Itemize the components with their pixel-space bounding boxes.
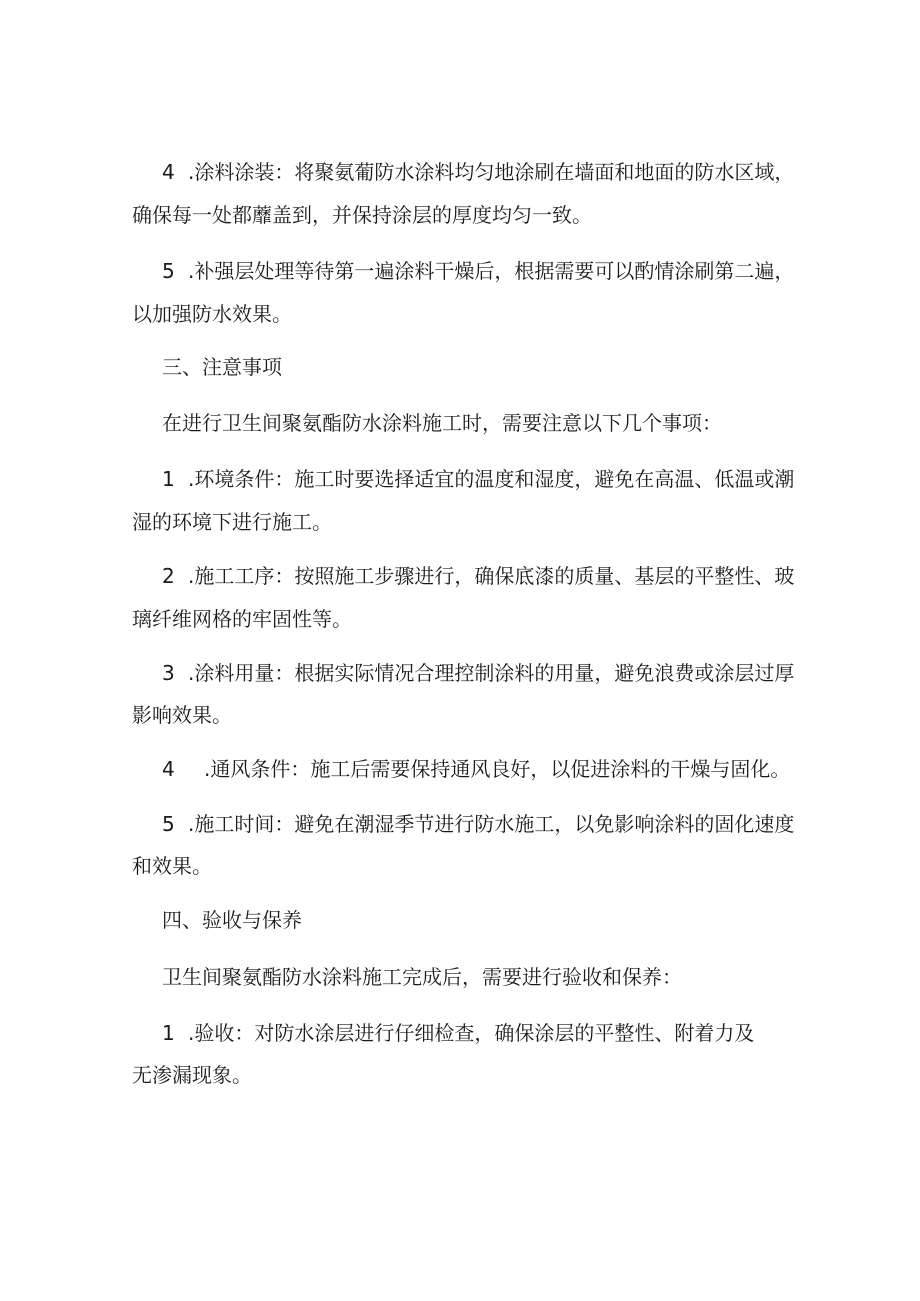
list-item-reinforcement-line-2: 以加强防水效果。: [132, 302, 292, 326]
list-item-ventilation: 4 .通风条件：施工后需要保持通风良好，以促进涂料的干燥与固化。: [162, 757, 791, 781]
list-item-inspection-line-2: 无渗漏现象。: [132, 1063, 252, 1087]
list-item-procedure-line-2: 璃纤维网格的牢固性等。: [132, 607, 352, 631]
list-item-reinforcement-line-1: 5 .补强层处理等待第一遍涂料干燥后，根据需要可以酌情涂刷第二遍，: [162, 259, 795, 283]
list-item-number: 3: [162, 661, 175, 685]
list-item-coating-line-1: 4 .涂料涂装：将聚氨葡防水涂料均匀地涂刷在墙面和地面的防水区域，: [162, 160, 795, 184]
paragraph-notes-intro: 在进行卫生间聚氨酯防水涂料施工时，需要注意以下几个事项：: [162, 411, 722, 435]
list-item-inspection-line-1: 1 .验收：对防水涂层进行仔细检查，确保涂层的平整性、附着力及: [162, 1021, 755, 1045]
list-item-environment-line-1: 1 .环境条件：施工时要选择适宜的温度和湿度，避免在高温、低温或潮: [162, 467, 795, 491]
list-item-number: 4: [162, 160, 175, 184]
section-heading-acceptance: 四、验收与保养: [162, 908, 302, 932]
list-item-timing-line-2: 和效果。: [132, 854, 212, 878]
list-item-procedure-line-1: 2 .施工工序：按照施工步骤进行，确保底漆的质量、基层的平整性、玻: [162, 564, 795, 588]
list-item-environment-line-2: 湿的环境下进行施工。: [132, 510, 332, 534]
list-item-timing-line-1: 5 .施工时间：避免在潮湿季节进行防水施工，以免影响涂料的固化速度: [162, 812, 795, 836]
list-item-coating-line-2: 确保每一处都蘼盖到，并保持涂层的厚度均匀一致。: [132, 203, 592, 227]
paragraph-acceptance-intro: 卫生间聚氨酯防水涂料施工完成后，需要进行验收和保养：: [162, 965, 682, 989]
list-item-number: 5: [162, 259, 175, 283]
section-heading-notes: 三、注意事项: [162, 355, 282, 379]
list-item-dosage-line-1: 3 .涂料用量：根据实际情况合理控制涂料的用量，避免浪费或涂层过厚: [162, 661, 795, 685]
list-item-number: 2: [162, 564, 175, 588]
list-item-number: 5: [162, 812, 175, 836]
list-item-dosage-line-2: 影响效果。: [132, 703, 232, 727]
list-item-number: 4: [162, 757, 175, 781]
list-item-number: 1: [162, 1021, 175, 1045]
list-item-number: 1: [162, 467, 175, 491]
